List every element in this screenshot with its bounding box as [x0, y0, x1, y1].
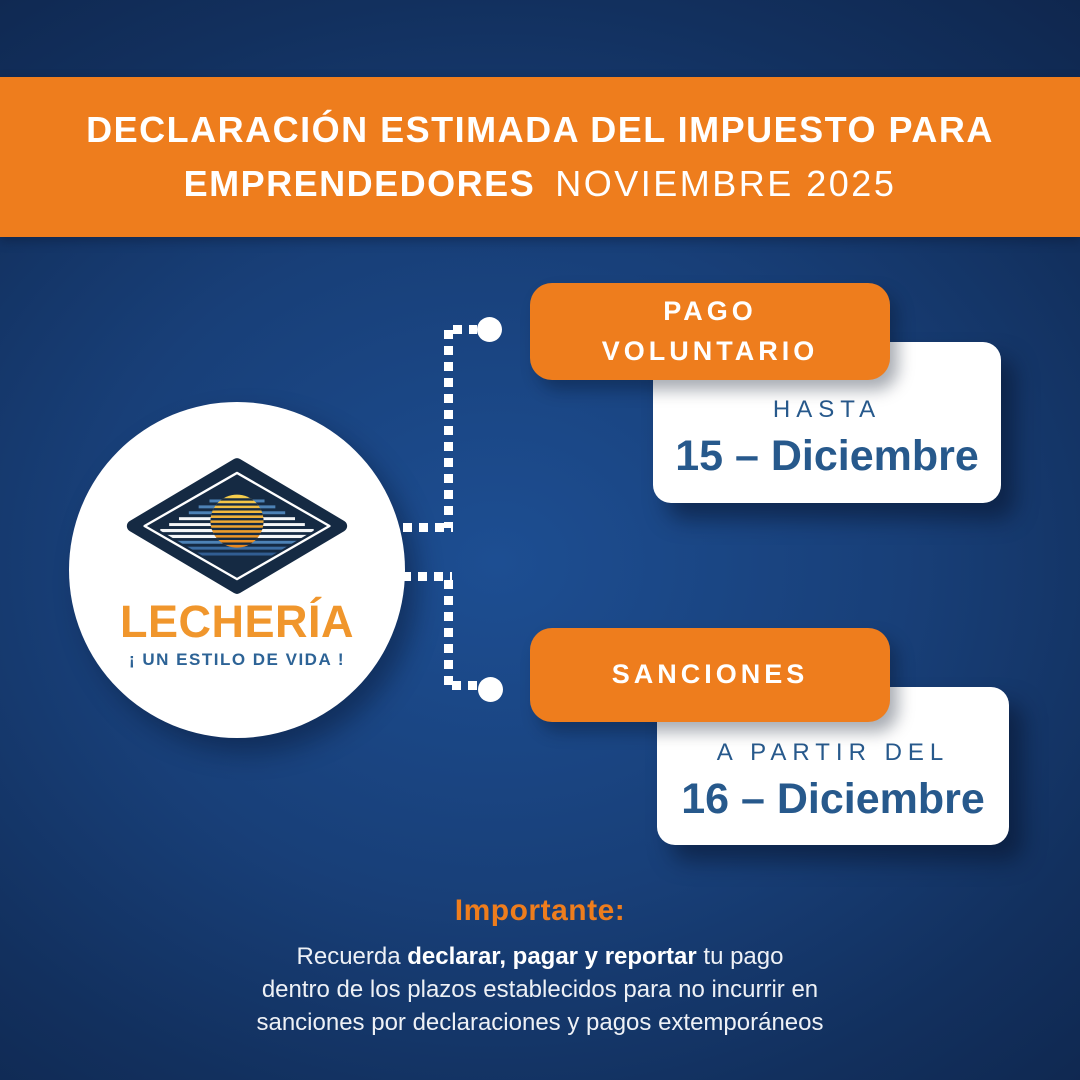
card-qualifier-a-partir-del: A PARTIR DEL — [716, 739, 950, 766]
lecheria-emblem-icon — [119, 454, 355, 602]
card-date-15-diciembre: 15 – Diciembre — [675, 432, 979, 480]
footer-line1-pre: Recuerda — [296, 943, 408, 970]
page-title-line2 — [184, 163, 897, 205]
card-date-16-diciembre: 16 – Diciembre — [681, 775, 985, 823]
lecheria-logo — [69, 402, 405, 738]
footer-line1-bold: declarar, pagar y reportar — [407, 943, 697, 970]
footer-line3: sanciones por declaraciones y pagos extemporáneos — [256, 1009, 824, 1036]
badge-sanciones: SANCIONES — [530, 628, 890, 722]
logo-tagline: ¡ UN ESTILO DE VIDA ! — [129, 650, 345, 669]
badge-pago-voluntario: PAGO VOLUNTARIO — [530, 283, 890, 380]
footer-line2: dentro de los plazos establecidos para no incurrir en — [261, 976, 819, 1003]
card-qualifier-hasta: HASTA — [772, 396, 882, 423]
connector-bottom-stub — [452, 681, 478, 690]
footer-line1-post: tu pago — [696, 943, 784, 970]
footer-paragraph — [140, 940, 940, 1039]
connector-bottom-endpoint-dot — [478, 677, 503, 702]
page-title-line1: DECLARACIÓN ESTIMADA DEL IMPUESTO PARA — [86, 109, 994, 150]
connector-bottom-vertical — [444, 580, 453, 686]
logo-wordmark: LECHERÍA — [119, 596, 354, 647]
footer-heading: Importante: — [454, 894, 626, 927]
connector-top-endpoint-dot — [477, 317, 502, 342]
page-title-line2-bold: EMPRENDEDORES — [183, 163, 536, 204]
connector-top-vertical — [444, 330, 453, 528]
connector-top-stub — [453, 325, 477, 334]
header-banner — [0, 77, 1080, 237]
page-title-month: NOVIEMBRE 2025 — [555, 163, 897, 204]
